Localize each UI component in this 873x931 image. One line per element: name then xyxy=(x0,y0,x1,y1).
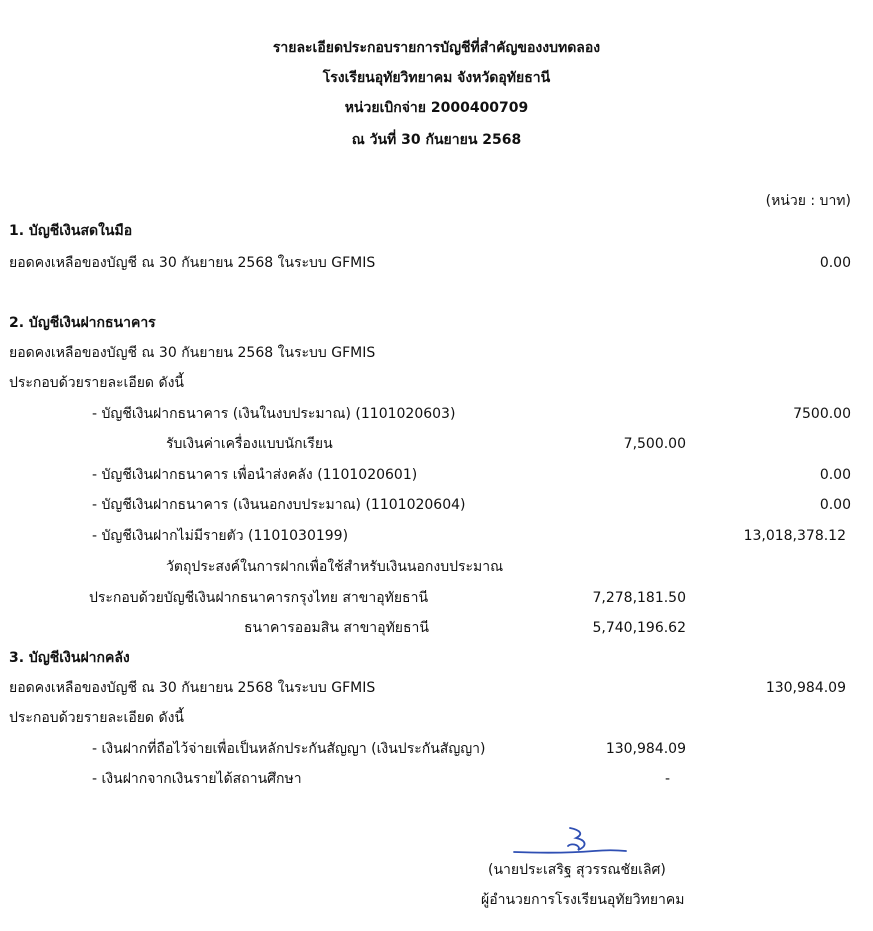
header-line-2: โรงเรียนอุทัยวิทยาคม จังหวัดอุทัยธานี xyxy=(322,70,551,86)
section-3-item-2-value: - xyxy=(664,771,670,787)
header-line-3: หน่วยเบิกจ่าย 2000400709 xyxy=(344,100,529,116)
section-2-item-3-value: 0.00 xyxy=(819,497,851,513)
section-1-balance-label: ยอดคงเหลือของบัญชี ณ 30 กันยายน 2568 ในระบบ GFMIS xyxy=(9,255,376,271)
section-2-item-3-label: - บัญชีเงินฝากธนาคาร (เงินนอกงบประมาณ) (1101020604) xyxy=(92,497,466,513)
section-2-item-1-label: - บัญชีเงินฝากธนาคาร (เงินในงบประมาณ) (1101020603) xyxy=(92,406,456,422)
section-2-details-label: ประกอบด้วยรายละเอียด ดังนี้ xyxy=(9,375,184,391)
section-2-title: 2. บัญชีเงินฝากธนาคาร xyxy=(9,315,156,331)
section-2-item-4-label: - บัญชีเงินฝากไม่มีรายตัว (1101030199) xyxy=(92,528,349,544)
section-3-item-2-label: - เงินฝากจากเงินรายได้สถานศึกษา xyxy=(92,771,302,787)
section-2-item-1-sub-value: 7,500.00 xyxy=(623,436,686,452)
section-2-bank-2-value: 5,740,196.62 xyxy=(592,620,686,636)
unit-label: (หน่วย : บาท) xyxy=(765,193,851,209)
section-1-title: 1. บัญชีเงินสดในมือ xyxy=(9,223,133,239)
section-2-bank-2-label: ธนาคารออมสิน สาขาอุทัยธานี xyxy=(244,620,429,636)
header-line-4: ณ วันที่ 30 กันยายน 2568 xyxy=(351,132,522,148)
section-2-item-4-value: 13,018,378.12 xyxy=(743,528,846,544)
section-3-item-1-value: 130,984.09 xyxy=(605,741,686,757)
section-2-item-1-sub-label: รับเงินค่าเครื่องแบบนักเรียน xyxy=(166,436,333,452)
header-line-1: รายละเอียดประกอบรายการบัญชีที่สำคัญของงบทดลอง xyxy=(272,40,601,56)
section-3-title: 3. บัญชีเงินฝากคลัง xyxy=(9,650,130,666)
section-3-item-1-label: - เงินฝากที่ถือไว้จ่ายเพื่อเป็นหลักประกันสัญญา (เงินประกันสัญญา) xyxy=(92,741,486,757)
signature-scribble xyxy=(510,822,630,862)
section-2-purpose: วัตถุประสงค์ในการฝากเพื่อใช้สำหรับเงินนอกงบประมาณ xyxy=(166,559,504,575)
signatory-name: (นายประเสริฐ สุวรรณชัยเลิศ) xyxy=(488,862,666,878)
section-2-item-2-label: - บัญชีเงินฝากธนาคาร เพื่อนำส่งคลัง (1101020601) xyxy=(92,467,418,483)
section-1-balance-value: 0.00 xyxy=(819,255,851,271)
section-2-item-1-value: 7500.00 xyxy=(793,406,851,422)
signatory-position: ผู้อำนวยการโรงเรียนอุทัยวิทยาคม xyxy=(481,892,685,908)
section-2-balance-label: ยอดคงเหลือของบัญชี ณ 30 กันยายน 2568 ในระบบ GFMIS xyxy=(9,345,376,361)
section-2-bank-1-value: 7,278,181.50 xyxy=(592,590,686,606)
section-2-bank-1-label: ประกอบด้วยบัญชีเงินฝากธนาคารกรุงไทย สาขาอุทัยธานี xyxy=(89,590,429,606)
section-3-balance-label: ยอดคงเหลือของบัญชี ณ 30 กันยายน 2568 ในระบบ GFMIS xyxy=(9,680,376,696)
section-3-details-label: ประกอบด้วยรายละเอียด ดังนี้ xyxy=(9,710,184,726)
section-3-balance-value: 130,984.09 xyxy=(765,680,846,696)
section-2-item-2-value: 0.00 xyxy=(819,467,851,483)
